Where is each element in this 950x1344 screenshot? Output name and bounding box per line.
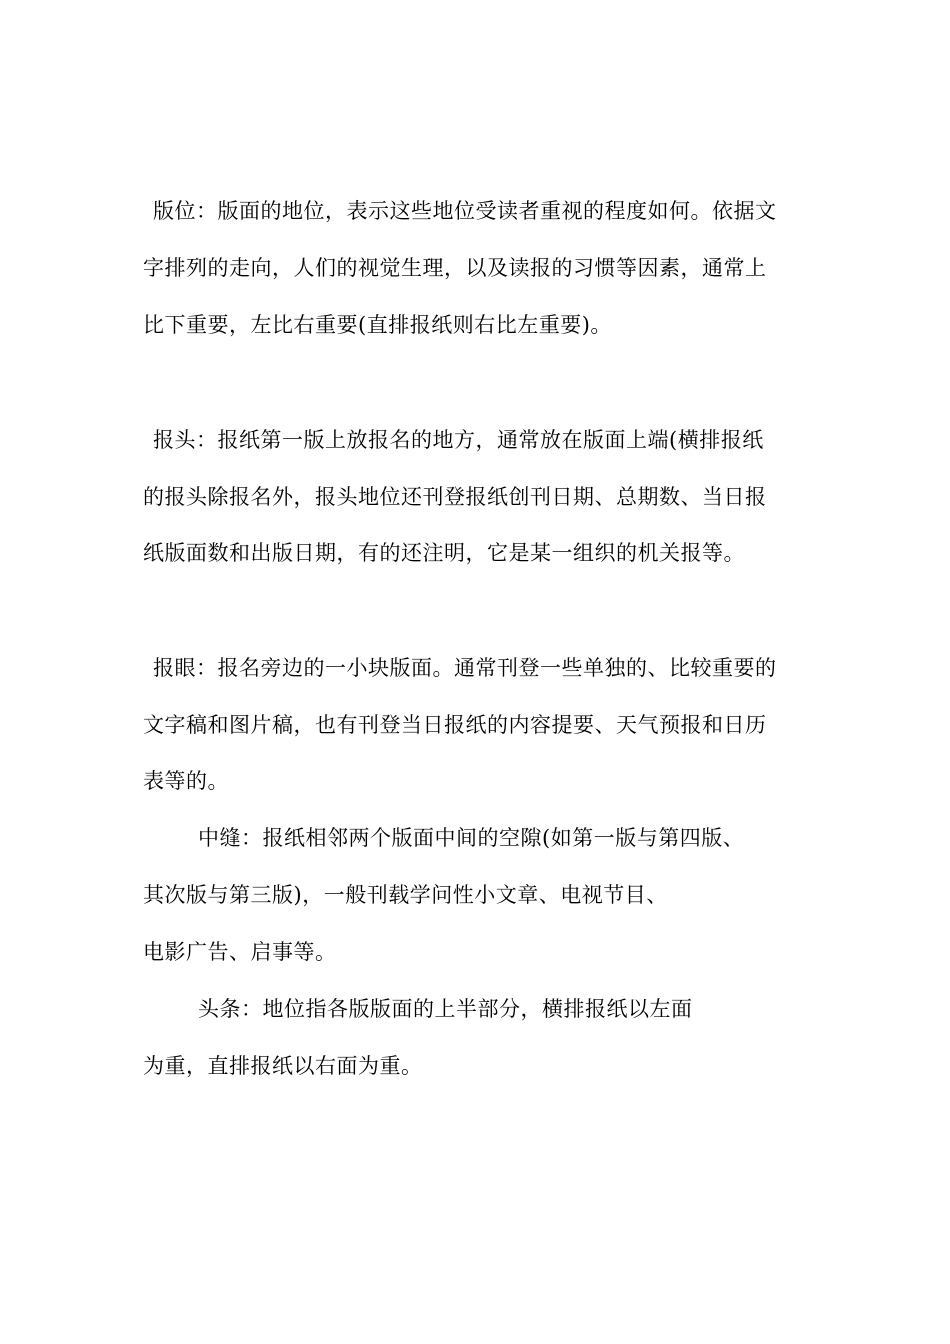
paragraph-baotou-line-3: 纸版面数和出版日期，有的还注明，它是某一组织的机关报等。 — [143, 541, 745, 565]
paragraph-baotou-line-2: 的报头除报名外，报头地位还刊登报纸创刊日期、总期数、当日报 — [143, 485, 767, 509]
paragraph-toutiao-line-2: 为重，直排报纸以右面为重。 — [143, 1054, 423, 1078]
paragraph-baoyan-line-2: 文字稿和图片稿，也有刊登当日报纸的内容提要、天气预报和日历 — [143, 713, 767, 737]
paragraph-zhongfeng-line-1: 中缝：报纸相邻两个版面中间的空隙(如第一版与第四版、 — [198, 826, 745, 850]
paragraph-baoyan-line-3: 表等的。 — [143, 769, 229, 793]
paragraph-toutiao-line-1: 头条：地位指各版版面的上半部分，横排报纸以左面 — [198, 997, 693, 1021]
paragraph-zhongfeng-line-3: 电影广告、启事等。 — [143, 940, 337, 964]
paragraph-banwei-line-1: 版位：版面的地位，表示这些地位受读者重视的程度如何。依据文 — [153, 199, 777, 223]
paragraph-banwei-line-2: 字排列的走向，人们的视觉生理，以及读报的习惯等因素，通常上 — [143, 256, 767, 280]
paragraph-banwei-line-3: 比下重要，左比右重要(直排报纸则右比左重要)。 — [143, 313, 612, 337]
paragraph-baotou-line-1: 报头：报纸第一版上放报名的地方，通常放在版面上端(横排报纸 — [153, 428, 764, 452]
paragraph-zhongfeng-line-2: 其次版与第三版)，一般刊载学问性小文章、电视节目、 — [143, 883, 668, 907]
paragraph-baoyan-line-1: 报眼：报名旁边的一小块版面。通常刊登一些单独的、比较重要的 — [153, 656, 777, 680]
